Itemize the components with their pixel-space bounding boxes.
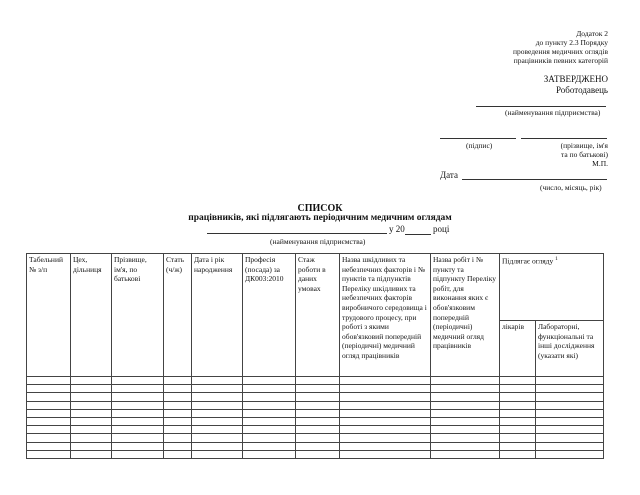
table-cell: [500, 393, 536, 401]
table-cell: [112, 434, 164, 442]
table-cell: [500, 401, 536, 409]
table-cell: [296, 442, 340, 450]
document-title: СПИСОК: [297, 203, 343, 214]
table-cell: [192, 417, 243, 425]
date-caption: (число, місяць, рік): [540, 183, 602, 192]
heading-org-caption: (найменування підприємства): [270, 237, 366, 246]
org-name-caption: (найменування підприємства): [505, 108, 601, 117]
table-cell: [192, 393, 243, 401]
approval-block: [408, 74, 608, 96]
table-cell: [71, 426, 112, 434]
table-cell: [500, 434, 536, 442]
table-row: [27, 417, 604, 425]
table-row: [27, 377, 604, 385]
table-cell: [296, 434, 340, 442]
table-cell: [243, 385, 296, 393]
table-cell: [71, 377, 112, 385]
col-subject: [500, 254, 604, 321]
table-cell: [71, 409, 112, 417]
table-cell: [340, 417, 431, 425]
table-cell: [536, 450, 604, 458]
table-cell: [112, 385, 164, 393]
table-row: [27, 401, 604, 409]
table-cell: [296, 393, 340, 401]
org-name-line: [476, 106, 606, 107]
table-cell: [536, 409, 604, 417]
table-cell: [112, 450, 164, 458]
col-tab-no: Табельний № з/п: [27, 254, 71, 377]
table-cell: [27, 377, 71, 385]
employer-label: Роботодавець: [556, 85, 608, 95]
table-cell: [164, 426, 192, 434]
table-cell: [431, 385, 500, 393]
table-row: [27, 393, 604, 401]
table-cell: [296, 409, 340, 417]
table-cell: [112, 417, 164, 425]
table-cell: [27, 450, 71, 458]
table-cell: [431, 417, 500, 425]
col-factors: Назва шкідливих та небезпечних факторів і № пунктів та підпунктів Переліку шкідливих та небезпечних факторів виробничого середовища і трудового процесу, при роботі з якими обов'язковий попередній (періодичні) медичний огляд працівників: [340, 254, 431, 377]
col-doctors: лікарів: [500, 321, 536, 377]
table-cell: [192, 450, 243, 458]
table-cell: [340, 450, 431, 458]
year-prefix: у 20: [389, 224, 405, 234]
table-cell: [71, 393, 112, 401]
table-cell: [192, 442, 243, 450]
name-caption-line-2: та по батькові): [561, 150, 608, 159]
annex-title: Додаток 2: [576, 29, 608, 38]
table-row: [27, 434, 604, 442]
table-cell: [536, 401, 604, 409]
table-cell: [431, 434, 500, 442]
table-cell: [243, 417, 296, 425]
table-cell: [192, 409, 243, 417]
col-subject-footnote: 1: [555, 256, 558, 262]
year-line-group: [389, 224, 449, 235]
table-cell: [27, 385, 71, 393]
table-cell: [243, 426, 296, 434]
table-cell: [112, 377, 164, 385]
table-cell: [340, 409, 431, 417]
col-profession: Професія (посада) за ДК003:2010: [243, 254, 296, 377]
table-cell: [71, 385, 112, 393]
table-cell: [192, 434, 243, 442]
table-cell: [27, 401, 71, 409]
table-row: [27, 442, 604, 450]
annex-line-3: працівників певних категорій: [513, 56, 608, 65]
table-cell: [164, 393, 192, 401]
table-cell: [71, 401, 112, 409]
col-shop: Цех, дільниця: [71, 254, 112, 377]
table-header-row: [27, 254, 604, 321]
col-works: Назва робіт і № пункту та підпункту Переліку робіт, для виконання яких є обов'язковим попередній (періодичні) медичний огляд працівників: [431, 254, 500, 377]
table-cell: [164, 385, 192, 393]
signature-caption: (підпис): [466, 141, 493, 150]
table-cell: [431, 409, 500, 417]
table-cell: [340, 377, 431, 385]
date-line: [462, 179, 607, 180]
table-cell: [536, 385, 604, 393]
table-cell: [296, 385, 340, 393]
table-cell: [296, 377, 340, 385]
table-cell: [296, 401, 340, 409]
table-cell: [500, 442, 536, 450]
table-cell: [71, 442, 112, 450]
table-cell: [112, 393, 164, 401]
table-cell: [340, 426, 431, 434]
table-cell: [296, 417, 340, 425]
table-cell: [27, 409, 71, 417]
table-cell: [164, 450, 192, 458]
table-cell: [71, 450, 112, 458]
table-cell: [27, 434, 71, 442]
table-cell: [112, 442, 164, 450]
table-cell: [192, 385, 243, 393]
table-row: [27, 385, 604, 393]
table-cell: [340, 385, 431, 393]
table-cell: [71, 434, 112, 442]
annex-line-2: проведення медичних оглядів: [512, 47, 608, 56]
table-cell: [536, 393, 604, 401]
table-cell: [27, 442, 71, 450]
table-cell: [431, 450, 500, 458]
table-cell: [340, 442, 431, 450]
col-tenure: Стаж роботи в даних умовах: [296, 254, 340, 377]
table-cell: [192, 401, 243, 409]
table-cell: [500, 409, 536, 417]
table-cell: [164, 434, 192, 442]
table-row: [27, 409, 604, 417]
table-cell: [296, 450, 340, 458]
table-cell: [164, 377, 192, 385]
table-cell: [243, 393, 296, 401]
table-cell: [500, 377, 536, 385]
full-name-caption: [508, 141, 608, 168]
date-label: Дата: [440, 170, 458, 180]
table-cell: [243, 401, 296, 409]
table-cell: [243, 450, 296, 458]
annex-line-1: до пункту 2.3 Порядку: [535, 38, 608, 47]
table-cell: [27, 417, 71, 425]
table-cell: [500, 426, 536, 434]
stamp-label: М.П.: [592, 159, 608, 168]
table-cell: [536, 442, 604, 450]
table-cell: [536, 417, 604, 425]
heading-org-line: [207, 233, 387, 234]
table-cell: [340, 434, 431, 442]
table-cell: [536, 434, 604, 442]
table-cell: [112, 409, 164, 417]
col-birth: Дата і рік народження: [192, 254, 243, 377]
table-cell: [164, 401, 192, 409]
full-name-line: [521, 138, 607, 139]
table-cell: [27, 393, 71, 401]
table-cell: [340, 393, 431, 401]
table-cell: [340, 401, 431, 409]
table-cell: [112, 426, 164, 434]
table-cell: [164, 417, 192, 425]
table-cell: [243, 377, 296, 385]
table-cell: [431, 393, 500, 401]
employees-table: [26, 253, 604, 459]
col-subject-label: Підлягає огляду: [502, 256, 554, 266]
col-name: Прізвище, ім'я, по батькові: [112, 254, 164, 377]
table-cell: [164, 442, 192, 450]
table-cell: [536, 377, 604, 385]
table-cell: [192, 426, 243, 434]
table-cell: [500, 450, 536, 458]
col-labs: Лабораторні, функціональні та інші дослідження (указати які): [536, 321, 604, 377]
table-cell: [27, 426, 71, 434]
table-cell: [536, 426, 604, 434]
table-cell: [164, 409, 192, 417]
table-cell: [243, 442, 296, 450]
approved-label: ЗАТВЕРДЖЕНО: [543, 74, 608, 84]
table-cell: [192, 377, 243, 385]
table-cell: [71, 417, 112, 425]
name-caption-line-1: (прізвище, ім'я: [560, 141, 608, 150]
table-cell: [500, 385, 536, 393]
col-sex: Стать (ч/ж): [164, 254, 192, 377]
table-row: [27, 450, 604, 458]
table-cell: [243, 409, 296, 417]
document-subtitle: працівників, які підлягають періодичним медичним оглядам: [188, 213, 452, 223]
table-cell: [431, 426, 500, 434]
year-suffix: році: [433, 224, 450, 234]
table-cell: [431, 442, 500, 450]
table-cell: [431, 377, 500, 385]
signature-line: [440, 138, 516, 139]
table-cell: [112, 401, 164, 409]
table-cell: [296, 426, 340, 434]
table-cell: [243, 434, 296, 442]
annex-block: [428, 29, 608, 65]
table-cell: [500, 417, 536, 425]
table-body: [27, 377, 604, 459]
year-blank: [405, 226, 431, 235]
table-cell: [431, 401, 500, 409]
table-row: [27, 426, 604, 434]
